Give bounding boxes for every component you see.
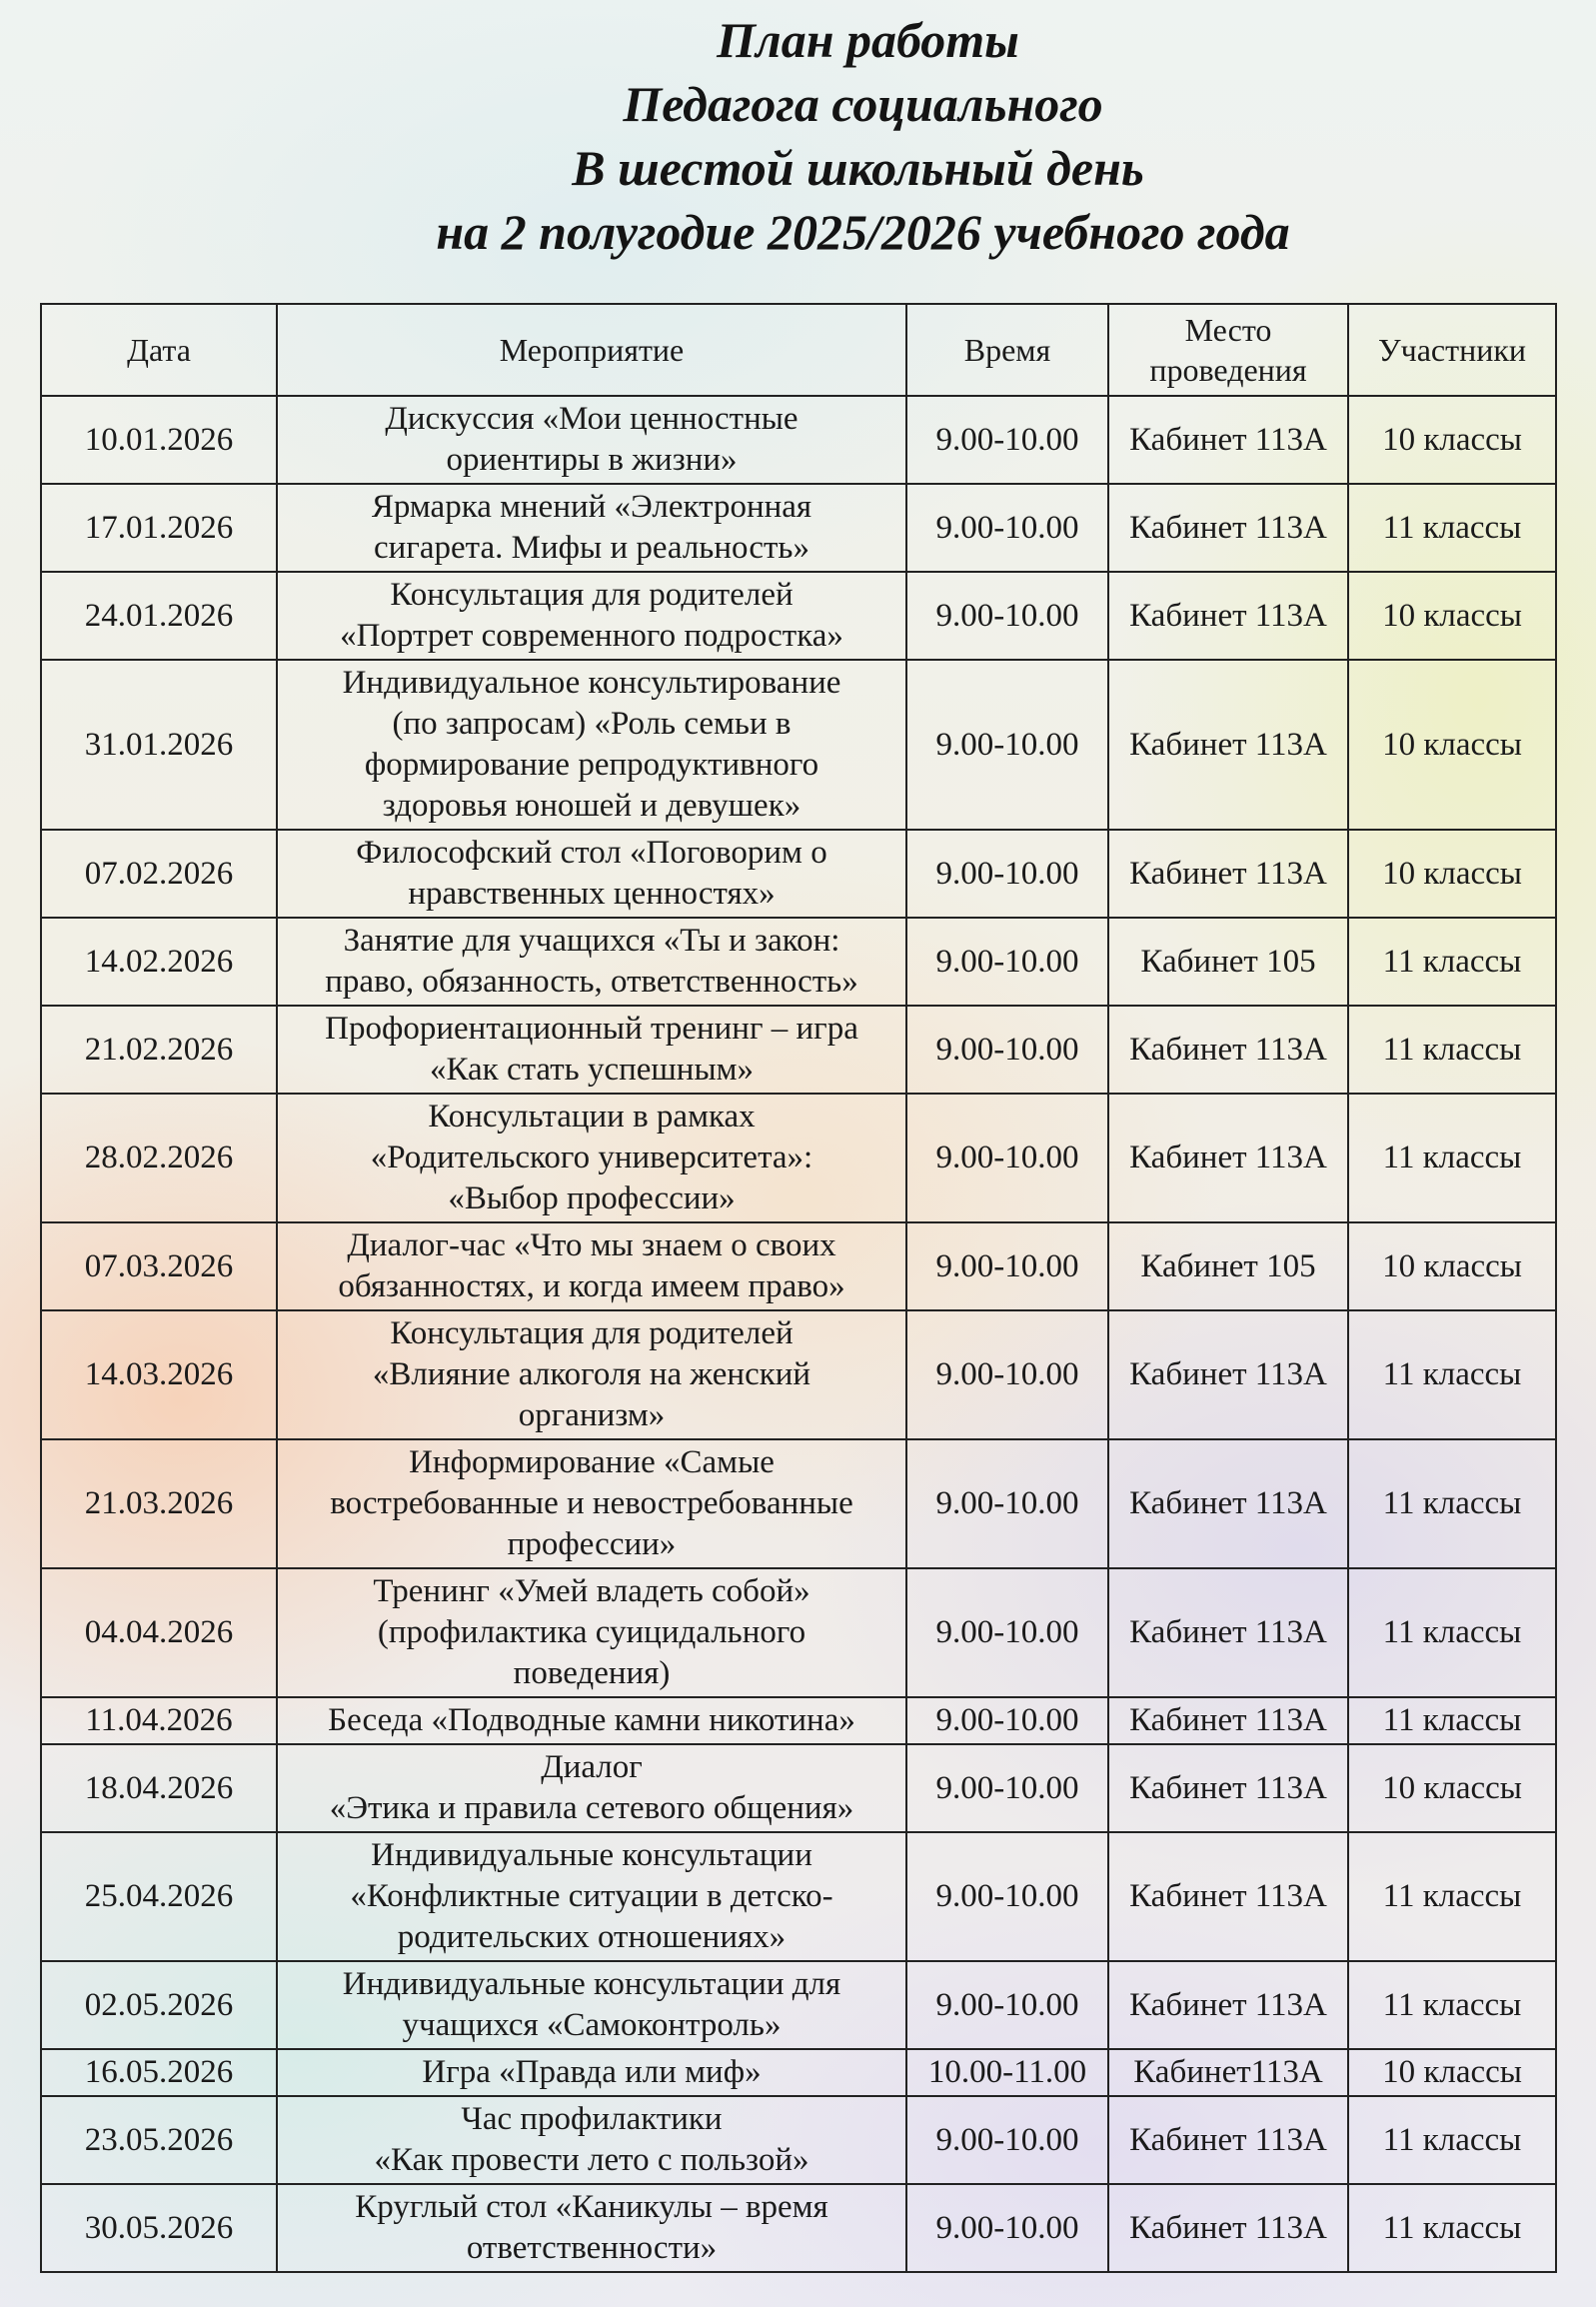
- event-line: Занятие для учащихся «Ты и закон:: [343, 923, 840, 959]
- cell-event: [277, 1006, 906, 1094]
- table-row: [41, 1568, 1556, 1697]
- table-header-row: [41, 304, 1556, 396]
- cell-place: Кабинет 113А: [1108, 660, 1348, 830]
- cell-participants: 11 классы: [1348, 1568, 1556, 1697]
- event-line: «Этика и правила сетевого общения»: [329, 1790, 854, 1826]
- event-line: обязанностях, и когда имеем право»: [338, 1268, 845, 1304]
- event-line: «Родительского университета»:: [370, 1140, 813, 1175]
- cell-participants: 11 классы: [1348, 1006, 1556, 1094]
- event-line: ответственности»: [466, 2230, 718, 2266]
- header-place: [1108, 304, 1348, 396]
- title-line-3: В шестой школьный день: [572, 140, 1144, 196]
- event-line: поведения): [513, 1655, 671, 1691]
- cell-event: [277, 572, 906, 660]
- cell-participants: 11 классы: [1348, 1961, 1556, 2049]
- cell-event: [277, 2096, 906, 2184]
- cell-participants: 11 классы: [1348, 918, 1556, 1006]
- event-line: Игра «Правда или миф»: [422, 2054, 762, 2090]
- cell-time: 9.00-10.00: [906, 918, 1108, 1006]
- table-row: [41, 830, 1556, 918]
- event-line: Индивидуальные консультации для: [342, 1966, 841, 2002]
- event-line: «Конфликтные ситуации в детско-: [350, 1878, 833, 1914]
- title-line-4: на 2 полугодие 2025/2026 учебного года: [436, 204, 1290, 260]
- cell-place: Кабинет 113А: [1108, 830, 1348, 918]
- cell-event: [277, 1697, 906, 1744]
- table-row: [41, 1094, 1556, 1222]
- cell-date: 21.02.2026: [41, 1006, 277, 1094]
- event-line: Профориентационный тренинг – игра: [325, 1011, 858, 1047]
- event-line: (профилактика суицидального: [377, 1614, 806, 1650]
- cell-time: 9.00-10.00: [906, 1006, 1108, 1094]
- event-line: Консультация для родителей: [390, 577, 794, 613]
- table-row: [41, 1832, 1556, 1961]
- table-row: [41, 572, 1556, 660]
- event-line: здоровья юношей и девушек»: [382, 788, 801, 824]
- cell-time: 9.00-10.00: [906, 830, 1108, 918]
- event-line: нравственных ценностях»: [408, 876, 776, 912]
- table-row: [41, 1222, 1556, 1310]
- cell-event: [277, 1222, 906, 1310]
- event-line: формирование репродуктивного: [364, 747, 819, 783]
- cell-event: [277, 1568, 906, 1697]
- cell-event: [277, 660, 906, 830]
- cell-participants: 11 классы: [1348, 484, 1556, 572]
- cell-participants: 10 классы: [1348, 2049, 1556, 2096]
- cell-time: 9.00-10.00: [906, 1439, 1108, 1568]
- event-line: «Как провести лето с пользой»: [374, 2142, 809, 2178]
- cell-participants: 10 классы: [1348, 572, 1556, 660]
- header-event: Мероприятие: [277, 304, 906, 396]
- cell-date: 23.05.2026: [41, 2096, 277, 2184]
- cell-time: 10.00-11.00: [906, 2049, 1108, 2096]
- header-place-line-2: проведения: [1149, 352, 1307, 388]
- cell-date: 21.03.2026: [41, 1439, 277, 1568]
- event-line: право, обязанность, ответственность»: [325, 964, 858, 1000]
- cell-date: 24.01.2026: [41, 572, 277, 660]
- cell-date: 10.01.2026: [41, 396, 277, 484]
- event-line: сигарета. Мифы и реальность»: [374, 530, 809, 566]
- cell-place: Кабинет 113А: [1108, 484, 1348, 572]
- cell-place: Кабинет 113А: [1108, 2184, 1348, 2272]
- event-line: организм»: [518, 1397, 666, 1433]
- cell-date: 28.02.2026: [41, 1094, 277, 1222]
- cell-time: 9.00-10.00: [906, 1310, 1108, 1439]
- cell-event: [277, 1961, 906, 2049]
- cell-place: Кабинет 105: [1108, 1222, 1348, 1310]
- cell-place: Кабинет 113А: [1108, 1094, 1348, 1222]
- cell-event: [277, 396, 906, 484]
- cell-place: Кабинет 113А: [1108, 1744, 1348, 1832]
- cell-time: 9.00-10.00: [906, 484, 1108, 572]
- table-row: [41, 1310, 1556, 1439]
- cell-event: [277, 1744, 906, 1832]
- header-date: Дата: [41, 304, 277, 396]
- cell-date: 18.04.2026: [41, 1744, 277, 1832]
- cell-time: 9.00-10.00: [906, 2096, 1108, 2184]
- event-line: учащихся «Самоконтроль»: [402, 2007, 782, 2043]
- event-line: Индивидуальное консультирование: [342, 665, 841, 701]
- event-line: ориентиры в жизни»: [446, 442, 738, 478]
- event-line: Философский стол «Поговорим о: [356, 835, 827, 871]
- cell-date: 30.05.2026: [41, 2184, 277, 2272]
- table-row: [41, 2049, 1556, 2096]
- event-line: Диалог: [541, 1749, 643, 1785]
- cell-date: 16.05.2026: [41, 2049, 277, 2096]
- cell-place: Кабинет 113А: [1108, 1832, 1348, 1961]
- cell-date: 07.02.2026: [41, 830, 277, 918]
- event-line: «Влияние алкоголя на женский: [372, 1356, 811, 1392]
- cell-date: 14.03.2026: [41, 1310, 277, 1439]
- cell-date: 14.02.2026: [41, 918, 277, 1006]
- title-line-1: План работы: [717, 12, 1019, 68]
- event-line: Круглый стол «Каникулы – время: [355, 2189, 828, 2225]
- cell-date: 04.04.2026: [41, 1568, 277, 1697]
- cell-date: 07.03.2026: [41, 1222, 277, 1310]
- event-line: родительских отношениях»: [397, 1919, 787, 1955]
- cell-date: 17.01.2026: [41, 484, 277, 572]
- cell-time: 9.00-10.00: [906, 1094, 1108, 1222]
- event-line: Ярмарка мнений «Электронная: [371, 489, 812, 525]
- cell-participants: 11 классы: [1348, 2096, 1556, 2184]
- cell-date: 25.04.2026: [41, 1832, 277, 1961]
- cell-place: Кабинет 113А: [1108, 1697, 1348, 1744]
- cell-place: Кабинет113А: [1108, 2049, 1348, 2096]
- event-line: Консультации в рамках: [428, 1099, 756, 1135]
- cell-participants: 11 классы: [1348, 1439, 1556, 1568]
- event-line: Дискуссия «Мои ценностные: [385, 401, 798, 437]
- event-line: (по запросам) «Роль семьи в: [392, 706, 792, 742]
- cell-participants: 11 классы: [1348, 1697, 1556, 1744]
- cell-participants: 10 классы: [1348, 396, 1556, 484]
- table-row: [41, 1439, 1556, 1568]
- cell-date: 11.04.2026: [41, 1697, 277, 1744]
- cell-event: [277, 2049, 906, 2096]
- cell-time: 9.00-10.00: [906, 1222, 1108, 1310]
- cell-participants: 10 классы: [1348, 830, 1556, 918]
- cell-date: 02.05.2026: [41, 1961, 277, 2049]
- cell-time: 9.00-10.00: [906, 2184, 1108, 2272]
- cell-place: Кабинет 113А: [1108, 2096, 1348, 2184]
- cell-event: [277, 1439, 906, 1568]
- cell-participants: 11 классы: [1348, 1094, 1556, 1222]
- cell-participants: 10 классы: [1348, 1222, 1556, 1310]
- cell-date: 31.01.2026: [41, 660, 277, 830]
- cell-place: Кабинет 113А: [1108, 1568, 1348, 1697]
- event-line: профессии»: [507, 1526, 677, 1562]
- table-row: [41, 1744, 1556, 1832]
- event-line: Консультация для родителей: [390, 1315, 794, 1351]
- cell-time: 9.00-10.00: [906, 396, 1108, 484]
- header-place-line-1: Место: [1184, 312, 1272, 348]
- header-time: Время: [906, 304, 1108, 396]
- event-line: Тренинг «Умей владеть собой»: [373, 1573, 810, 1609]
- cell-place: Кабинет 105: [1108, 918, 1348, 1006]
- cell-event: [277, 830, 906, 918]
- cell-event: [277, 2184, 906, 2272]
- cell-place: Кабинет 113А: [1108, 1006, 1348, 1094]
- table-row: [41, 660, 1556, 830]
- event-line: Беседа «Подводные камни никотина»: [328, 1702, 855, 1738]
- cell-time: 9.00-10.00: [906, 572, 1108, 660]
- cell-time: 9.00-10.00: [906, 1961, 1108, 2049]
- table-row: [41, 1006, 1556, 1094]
- event-line: «Выбор профессии»: [448, 1180, 736, 1216]
- table-row: [41, 1961, 1556, 2049]
- cell-participants: 10 классы: [1348, 660, 1556, 830]
- cell-place: Кабинет 113А: [1108, 1961, 1348, 2049]
- cell-event: [277, 1832, 906, 1961]
- cell-time: 9.00-10.00: [906, 1832, 1108, 1961]
- event-line: востребованные и невостребованные: [330, 1485, 853, 1521]
- table-row: [41, 2096, 1556, 2184]
- cell-event: [277, 1094, 906, 1222]
- event-line: «Портрет современного подростка»: [340, 618, 843, 654]
- cell-participants: 11 классы: [1348, 1310, 1556, 1439]
- cell-time: 9.00-10.00: [906, 660, 1108, 830]
- cell-place: Кабинет 113А: [1108, 396, 1348, 484]
- header-participants: Участники: [1348, 304, 1556, 396]
- cell-place: Кабинет 113А: [1108, 1310, 1348, 1439]
- table-row: [41, 2184, 1556, 2272]
- event-line: Час профилактики: [461, 2101, 723, 2137]
- cell-time: 9.00-10.00: [906, 1744, 1108, 1832]
- cell-place: Кабинет 113А: [1108, 1439, 1348, 1568]
- event-line: Индивидуальные консультации: [371, 1837, 812, 1873]
- cell-event: [277, 918, 906, 1006]
- event-line: «Как стать успешным»: [429, 1052, 755, 1088]
- title-line-2: Педагога социального: [623, 76, 1103, 132]
- schedule-table: [40, 303, 1557, 2273]
- cell-event: [277, 1310, 906, 1439]
- table-row: [41, 918, 1556, 1006]
- event-line: Диалог-час «Что мы знаем о своих: [347, 1227, 836, 1263]
- cell-time: 9.00-10.00: [906, 1697, 1108, 1744]
- cell-participants: 10 классы: [1348, 1744, 1556, 1832]
- table-row: [41, 1697, 1556, 1744]
- event-line: Информирование «Самые: [409, 1444, 775, 1480]
- cell-place: Кабинет 113А: [1108, 572, 1348, 660]
- table-row: [41, 484, 1556, 572]
- cell-participants: 11 классы: [1348, 2184, 1556, 2272]
- cell-time: 9.00-10.00: [906, 1568, 1108, 1697]
- document-title: [0, 8, 1596, 264]
- cell-event: [277, 484, 906, 572]
- cell-participants: 11 классы: [1348, 1832, 1556, 1961]
- table-row: [41, 396, 1556, 484]
